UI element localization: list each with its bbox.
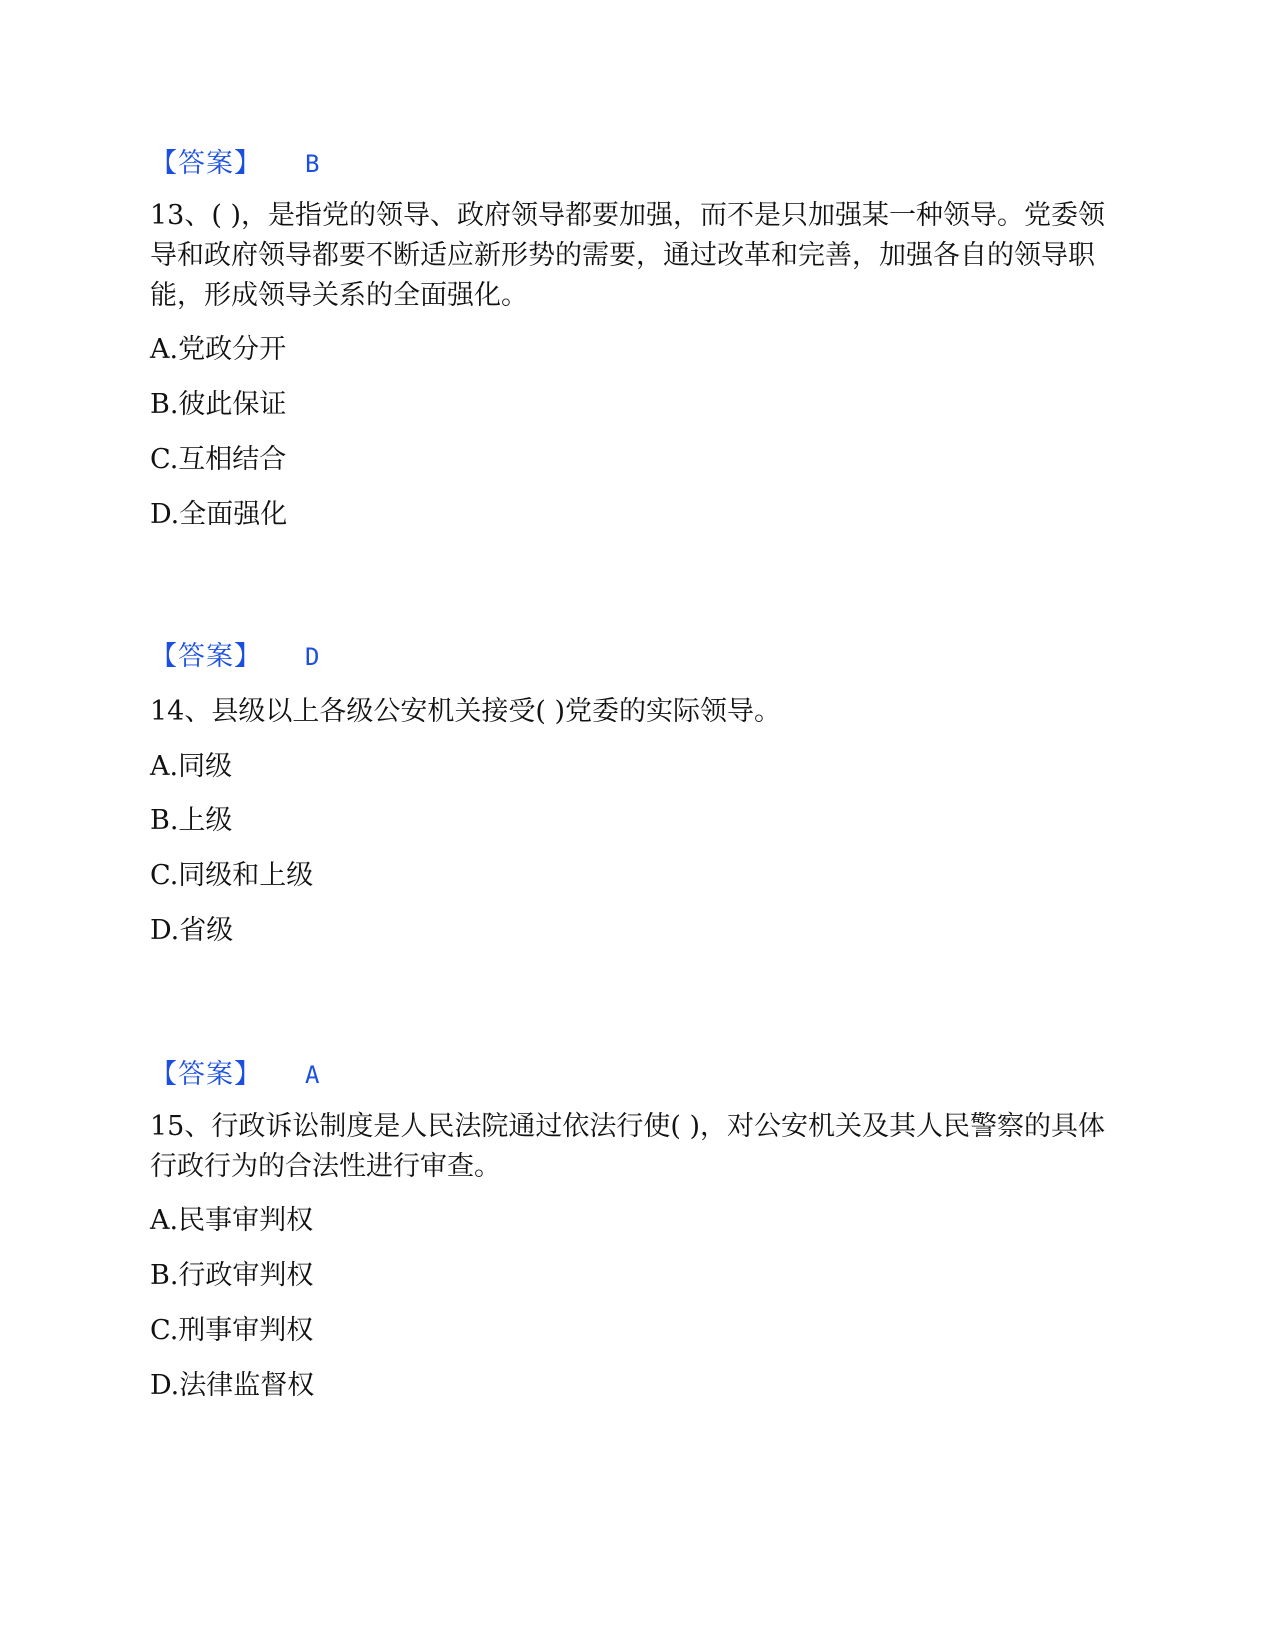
question-text: 13、( )，是指党的领导、政府领导都要加强，而不是只加强某一种领导。党委领导和政府领导都要不断适应新形势的需要，通过改革和完善，加强各自的领导职能，形成领导关系的全面强化。 — [150, 200, 1106, 311]
option-b: B.彼此保证 — [150, 389, 287, 420]
option-a: A.党政分开 — [150, 334, 287, 365]
answer-value: D — [305, 643, 320, 671]
answer-tag: 【答案】 — [150, 148, 262, 179]
option-c: C.互相结合 — [150, 444, 287, 475]
answer-line — [150, 1055, 320, 1095]
option-b: B.行政审判权 — [150, 1260, 314, 1291]
answer-tag: 【答案】 — [150, 641, 262, 672]
option-a: A.同级 — [150, 751, 233, 782]
answer-line — [150, 637, 320, 677]
answer-value: B — [305, 150, 320, 178]
question-text: 15、行政诉讼制度是人民法院通过依法行使( )，对公安机关及其人民警察的具体行政行为的合法性进行审查。 — [150, 1111, 1106, 1182]
question-text: 14、县级以上各级公安机关接受( )党委的实际领导。 — [150, 696, 782, 727]
answer-tag: 【答案】 — [150, 1059, 262, 1090]
option-a: A.民事审判权 — [150, 1205, 314, 1236]
option-d: D.省级 — [150, 915, 234, 946]
answer-line — [150, 144, 320, 184]
option-c: C.同级和上级 — [150, 860, 314, 891]
option-d: D.全面强化 — [150, 499, 288, 530]
option-b: B.上级 — [150, 805, 233, 836]
answer-value: A — [305, 1061, 320, 1089]
option-d: D.法律监督权 — [150, 1370, 315, 1401]
option-c: C.刑事审判权 — [150, 1315, 314, 1346]
